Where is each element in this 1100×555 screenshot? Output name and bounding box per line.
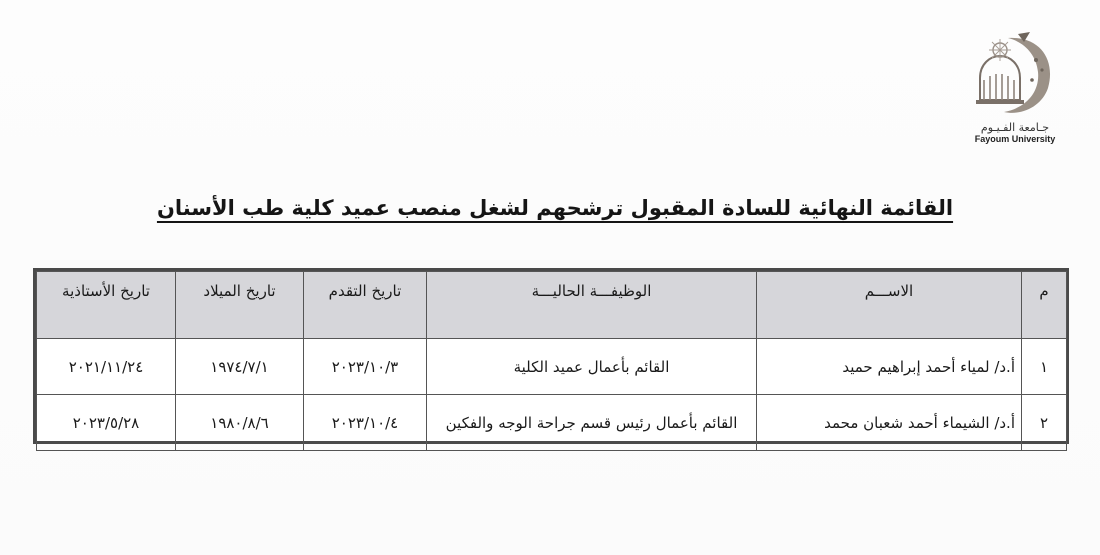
candidate-name: أ.د/ الشيماء أحمد شعبان محمد [757,395,1022,451]
current-job: القائم بأعمال رئيس قسم جراحة الوجه والفكين [427,395,757,451]
applied-date: ٢٠٢٣/١٠/٣ [304,339,427,395]
logo-english-name: Fayoum University [974,134,1056,144]
candidate-name: أ.د/ لمياء أحمد إبراهيم حميد [757,339,1022,395]
table-row [37,395,1067,451]
professorship-date: ٢٠٢١/١١/٢٤ [37,339,176,395]
header-job: الوظيفـــة الحاليـــة [427,272,757,339]
header-applied-date: تاريخ التقدم [304,272,427,339]
table-header-row [37,272,1067,339]
page-title-text: القائمة النهائية للسادة المقبول ترشحهم لشغل منصب عميد كلية طب الأسنان [156,196,954,220]
birth-date: ١٩٨٠/٨/٦ [176,395,304,451]
header-num: م [1022,272,1067,339]
current-job: القائم بأعمال عميد الكلية [427,339,757,395]
candidates-table-grid [36,271,1067,451]
row-number: ١ [1022,339,1067,395]
row-number: ٢ [1022,395,1067,451]
professorship-date: ٢٠٢٣/٥/٢٨ [37,395,176,451]
fayoum-emblem-icon [970,30,1060,120]
logo-arabic-name: جـامعة الفـيـوم [980,121,1050,134]
page-title [150,196,960,220]
applied-date: ٢٠٢٣/١٠/٤ [304,395,427,451]
header-name: الاســـم [757,272,1022,339]
candidates-table [33,268,1069,444]
birth-date: ١٩٧٤/٧/١ [176,339,304,395]
header-professorship-date: تاريخ الأستاذية [37,272,176,339]
table-row [37,339,1067,395]
university-logo [965,30,1065,150]
header-birth-date: تاريخ الميلاد [176,272,304,339]
